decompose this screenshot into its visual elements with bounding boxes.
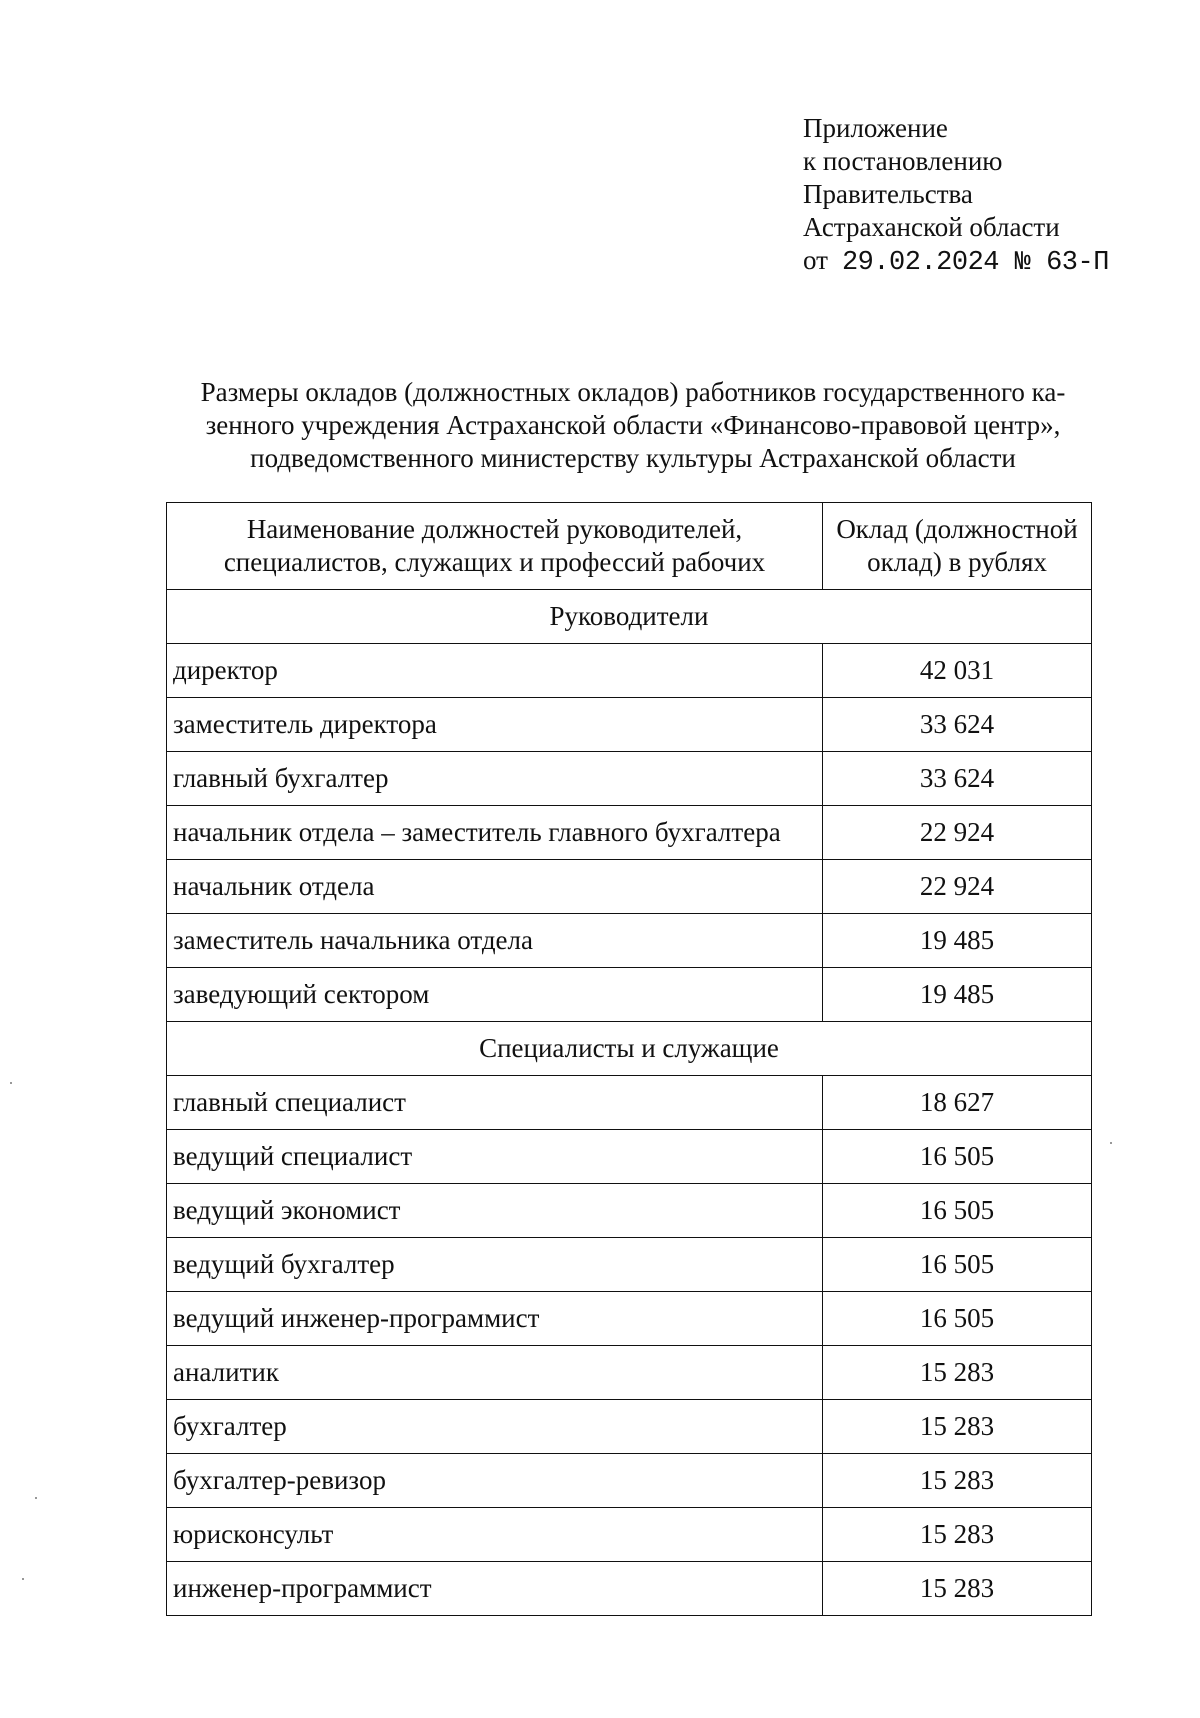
- header-text: оклад) в рублях: [867, 547, 1047, 577]
- table-row: [167, 1292, 1092, 1346]
- position-name: начальник отдела: [167, 860, 823, 914]
- salary-value: 18 627: [823, 1076, 1092, 1130]
- section-row: [167, 590, 1092, 644]
- header-text: Оклад (должностной: [836, 514, 1078, 544]
- salary-value: 22 924: [823, 860, 1092, 914]
- table-row: [167, 1184, 1092, 1238]
- salary-value: 16 505: [823, 1184, 1092, 1238]
- table-body: [167, 590, 1092, 1616]
- table-header-row: [167, 503, 1092, 590]
- table-row: [167, 1238, 1092, 1292]
- salary-value: 19 485: [823, 968, 1092, 1022]
- appendix-line: к постановлению: [803, 146, 1003, 176]
- header-text: Наименование должностей руководителей,: [246, 514, 743, 544]
- salary-table: [166, 502, 1092, 1616]
- table-row: [167, 1400, 1092, 1454]
- document-title: [150, 376, 1116, 475]
- appendix-block: [803, 112, 1109, 280]
- table-row: [167, 644, 1092, 698]
- section-title: Руководители: [167, 590, 1092, 644]
- salary-value: 33 624: [823, 752, 1092, 806]
- title-line: подведомственного министерству культуры Астраханской области: [250, 443, 1016, 473]
- position-name: заместитель начальника отдела: [167, 914, 823, 968]
- position-name: ведущий бухгалтер: [167, 1238, 823, 1292]
- section-title: Специалисты и служащие: [167, 1022, 1092, 1076]
- header-salary: [823, 503, 1092, 590]
- salary-value: 22 924: [823, 806, 1092, 860]
- scan-speck: [35, 1497, 37, 1499]
- position-name: заместитель директора: [167, 698, 823, 752]
- position-name: юрисконсульт: [167, 1508, 823, 1562]
- appendix-line: Приложение: [803, 113, 948, 143]
- salary-value: 42 031: [823, 644, 1092, 698]
- position-name: инженер-программист: [167, 1562, 823, 1616]
- date-number-stamp: 29.02.2024 № 63-П: [841, 248, 1109, 278]
- position-name: бухгалтер: [167, 1400, 823, 1454]
- section-row: [167, 1022, 1092, 1076]
- salary-value: 16 505: [823, 1130, 1092, 1184]
- position-name: аналитик: [167, 1346, 823, 1400]
- scan-speck: [10, 1082, 12, 1084]
- position-name: главный бухгалтер: [167, 752, 823, 806]
- table-row: [167, 698, 1092, 752]
- table-row: [167, 1346, 1092, 1400]
- resolution-number-line: [803, 244, 1109, 280]
- table-row: [167, 914, 1092, 968]
- table-row: [167, 1130, 1092, 1184]
- salary-value: 16 505: [823, 1292, 1092, 1346]
- salary-value: 15 283: [823, 1346, 1092, 1400]
- position-name: главный специалист: [167, 1076, 823, 1130]
- salary-value: 15 283: [823, 1562, 1092, 1616]
- appendix-line: Астраханской области: [803, 212, 1060, 242]
- from-label: от: [803, 245, 828, 275]
- position-name: директор: [167, 644, 823, 698]
- salary-value: 15 283: [823, 1454, 1092, 1508]
- table-row: [167, 1508, 1092, 1562]
- salary-value: 19 485: [823, 914, 1092, 968]
- position-name: начальник отдела – заместитель главного бухгалтера: [167, 806, 823, 860]
- salary-value: 16 505: [823, 1238, 1092, 1292]
- table-row: [167, 1562, 1092, 1616]
- table-row: [167, 968, 1092, 1022]
- scan-speck: [22, 1578, 24, 1580]
- position-name: ведущий экономист: [167, 1184, 823, 1238]
- table-row: [167, 806, 1092, 860]
- position-name: бухгалтер-ревизор: [167, 1454, 823, 1508]
- scan-speck: [1110, 1142, 1112, 1144]
- position-name: ведущий специалист: [167, 1130, 823, 1184]
- salary-value: 15 283: [823, 1400, 1092, 1454]
- header-text: специалистов, служащих и профессий рабочих: [223, 547, 766, 577]
- salary-value: 15 283: [823, 1508, 1092, 1562]
- table-row: [167, 1454, 1092, 1508]
- title-line: Размеры окладов (должностных окладов) работников государственного ка-: [200, 377, 1066, 407]
- table-row: [167, 860, 1092, 914]
- appendix-line: Правительства: [803, 179, 973, 209]
- table-row: [167, 752, 1092, 806]
- salary-value: 33 624: [823, 698, 1092, 752]
- position-name: заведующий сектором: [167, 968, 823, 1022]
- header-position-name: [167, 503, 823, 590]
- table-row: [167, 1076, 1092, 1130]
- title-line: зенного учреждения Астраханской области «Финансово-правовой центр»,: [205, 410, 1061, 440]
- position-name: ведущий инженер-программист: [167, 1292, 823, 1346]
